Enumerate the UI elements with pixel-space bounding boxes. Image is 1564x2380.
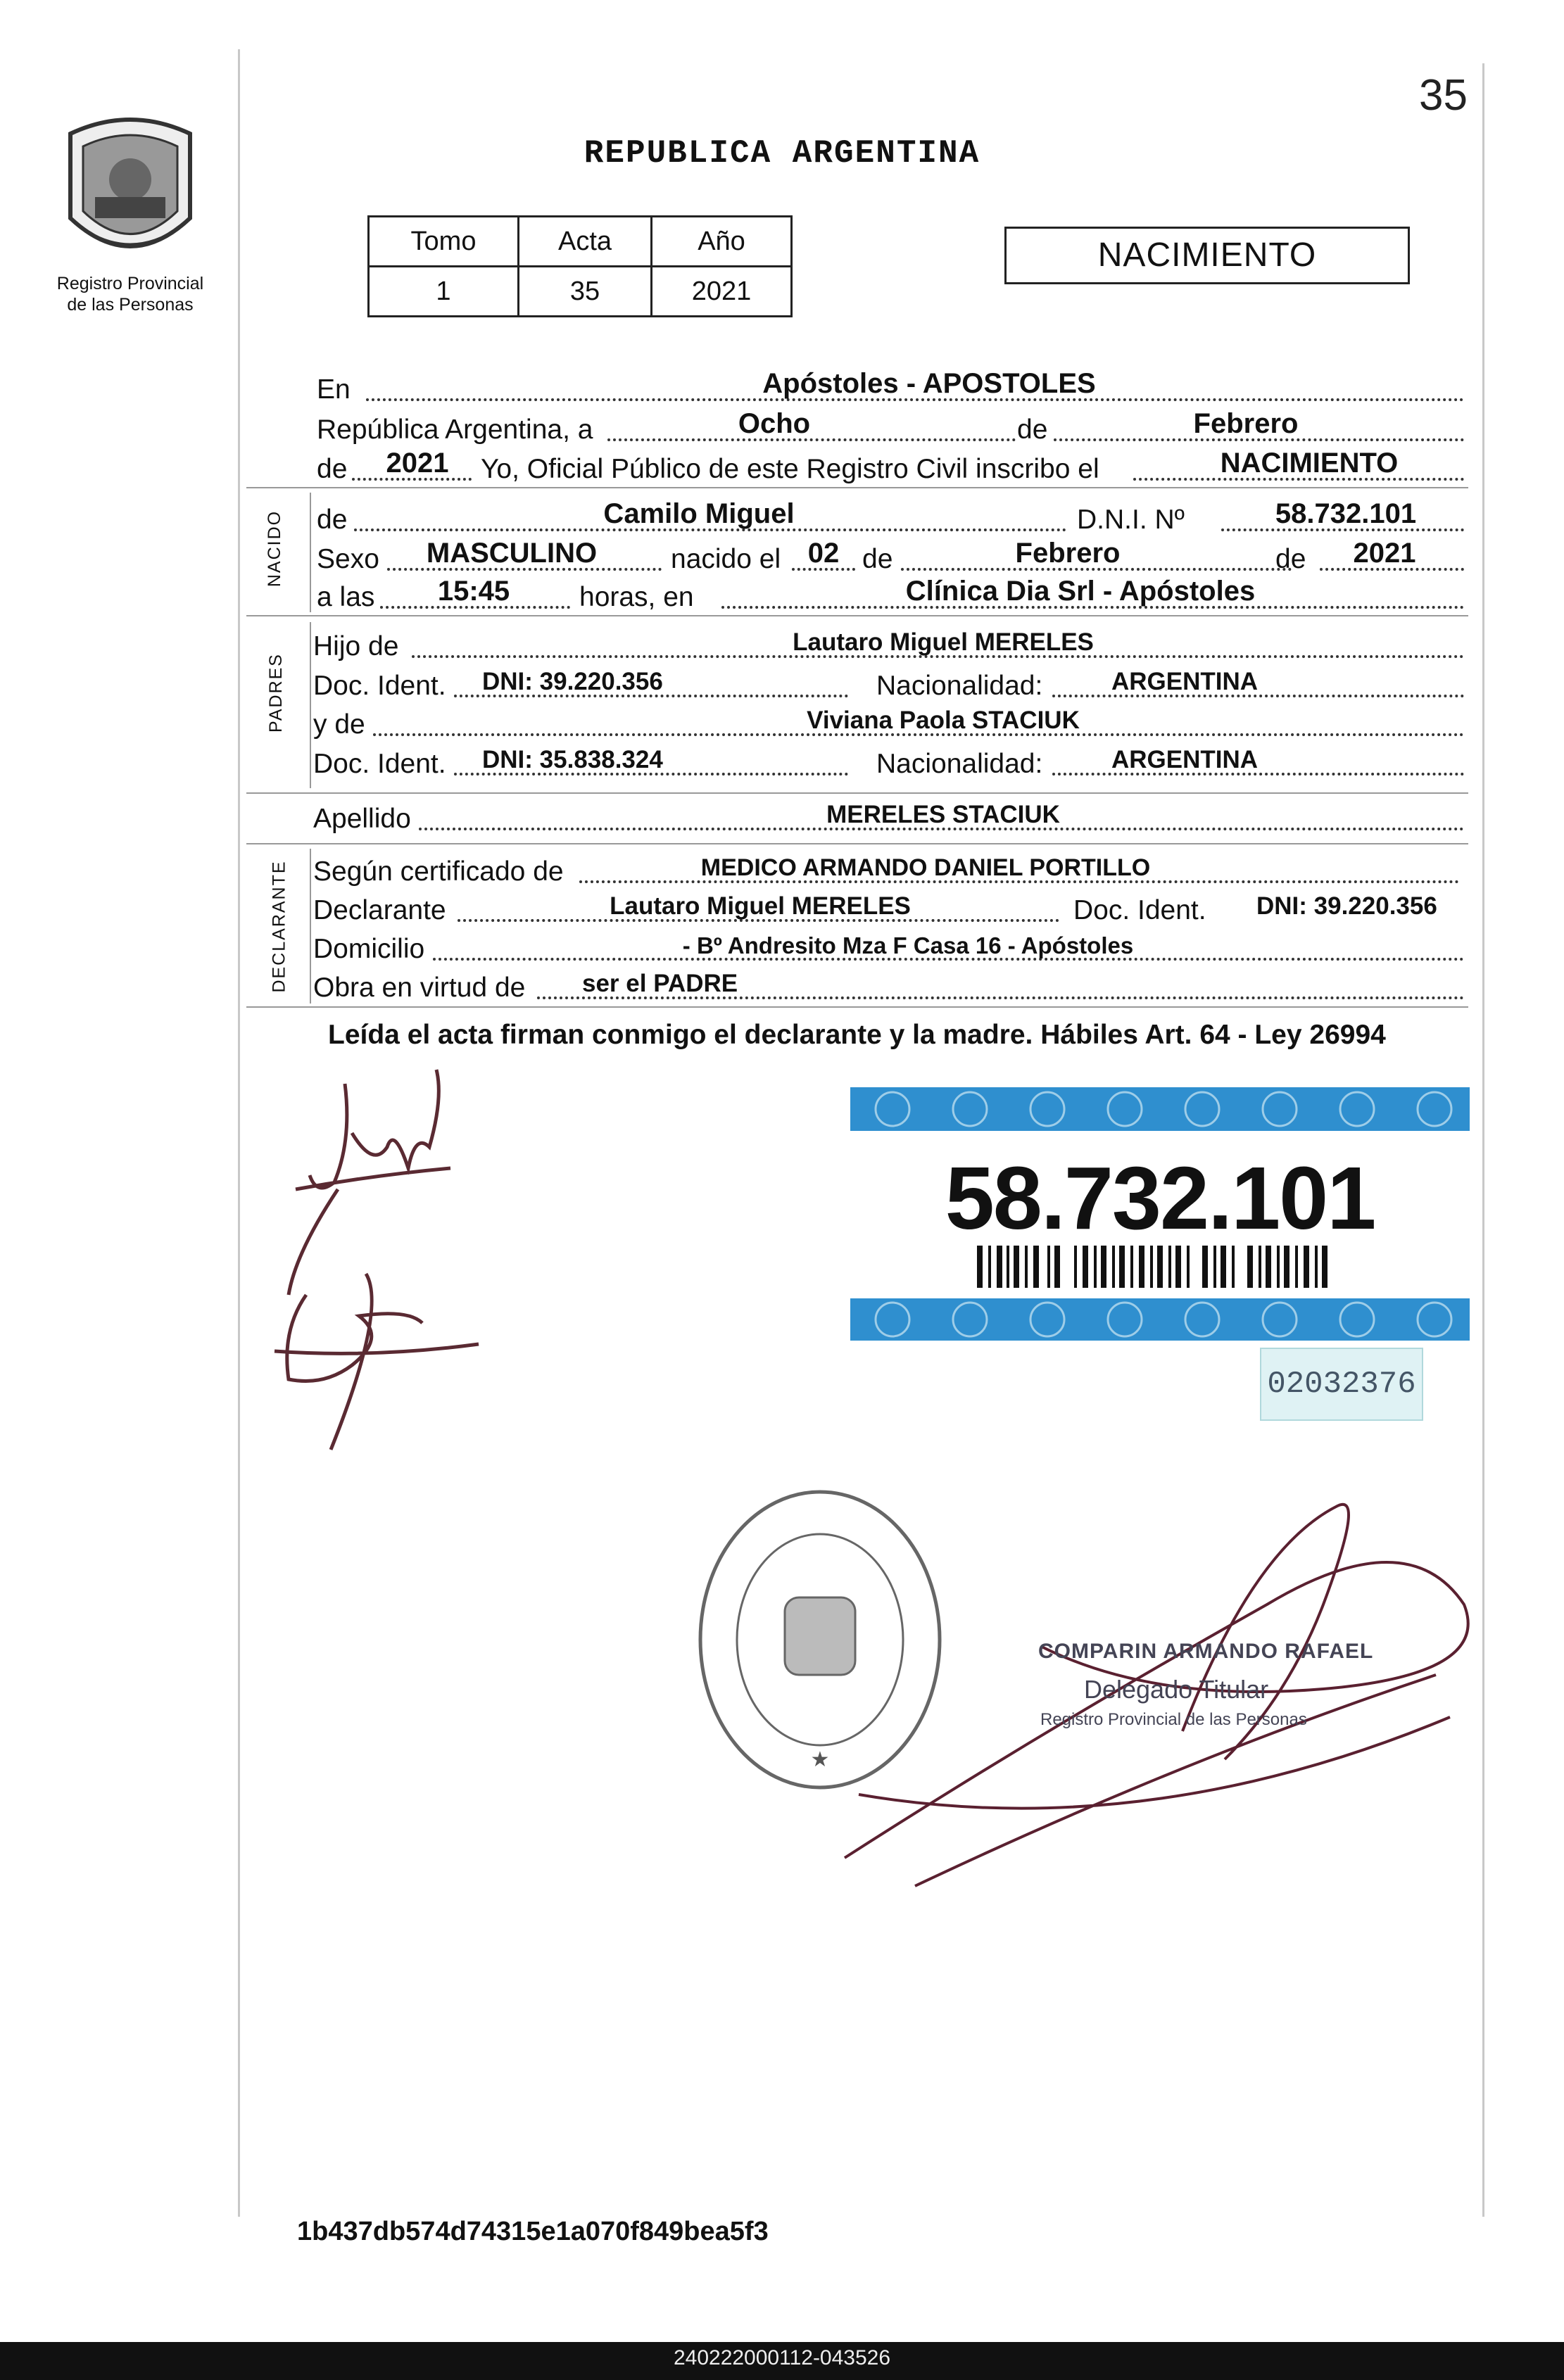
- value-year: 2021: [386, 448, 449, 479]
- value-surname: MERELES STACIUK: [826, 801, 1060, 828]
- side-label-padres: PADRES: [265, 653, 286, 733]
- label-en: En: [317, 374, 351, 405]
- row-name: de Camilo Miguel D.N.I. Nº 58.732.101: [313, 496, 1468, 538]
- official-role: Delegado Titular: [1084, 1675, 1269, 1704]
- document-hash: 1b437db574d74315e1a070f849bea5f3: [297, 2217, 769, 2246]
- row-date: República Argentina, a Ocho de Febrero: [313, 406, 1468, 448]
- value-mother-doc: DNI: 35.838.324: [482, 746, 663, 773]
- acta-header: Acta: [519, 217, 652, 267]
- row-sex-birth: Sexo MASCULINO nacido el 02 de Febrero de 2021: [313, 536, 1468, 578]
- act-type-box: NACIMIENTO: [1004, 227, 1410, 284]
- barcode-number: 58.732.101: [945, 1148, 1375, 1248]
- value-dni: 58.732.101: [1275, 498, 1417, 529]
- row-time-place: a las 15:45 horas, en Clínica Dia Srl - Apóstoles: [313, 574, 1468, 616]
- svg-text:★: ★: [810, 1748, 830, 1771]
- side-divider: [310, 849, 311, 1004]
- official-name: COMPARIN ARMANDO RAFAEL: [1038, 1640, 1374, 1663]
- signature-left: [267, 1056, 493, 1464]
- tomo-header: Tomo: [369, 217, 519, 267]
- row-mother: y de Viviana Paola STACIUK: [313, 701, 1468, 743]
- row-mother-doc: Doc. Ident. DNI: 35.838.324 Nacionalidad: ARGENTINA: [313, 740, 1468, 783]
- anio-value: 2021: [652, 267, 792, 317]
- row-surname: Apellido MERELES STACIUK: [313, 795, 1468, 837]
- side-divider: [310, 622, 311, 788]
- section-divider: [246, 792, 1468, 794]
- official-office: Registro Provincial de las Personas: [1040, 1710, 1307, 1729]
- footer-code: 240222000112-043526: [673, 2346, 891, 2369]
- value-birth-month: Febrero: [1015, 538, 1121, 569]
- section-divider: [246, 843, 1468, 844]
- left-margin-line: [238, 49, 240, 2217]
- province-logo: [56, 113, 204, 274]
- value-month: Febrero: [1193, 408, 1299, 439]
- value-time: 15:45: [437, 576, 510, 607]
- row-event: de 2021 Yo, Oficial Público de este Registro Civil inscribo el NACIMIENTO: [313, 445, 1468, 488]
- value-father-nationality: ARGENTINA: [1111, 668, 1259, 695]
- row-father-doc: Doc. Ident. DNI: 39.220.356 Nacionalidad: ARGENTINA: [313, 662, 1468, 704]
- document-title: REPUBLICA ARGENTINA: [584, 135, 980, 172]
- tomo-value: 1: [369, 267, 519, 317]
- label-republic: República Argentina, a: [317, 414, 593, 445]
- side-label-declarante: DECLARANTE: [269, 860, 289, 993]
- side-divider: [310, 493, 311, 612]
- closing-text: Leída el acta firman conmigo el declarante y la madre. Hábiles Art. 64 - Ley 26994: [328, 1020, 1386, 1050]
- value-father: Lautaro Miguel MERELES: [793, 628, 1094, 656]
- value-event: NACIMIENTO: [1220, 448, 1399, 479]
- act-reference-table: [367, 215, 793, 317]
- value-capacity: ser el PADRE: [582, 970, 738, 997]
- value-birth-place: Clínica Dia Srl - Apóstoles: [905, 576, 1256, 607]
- row-place: [313, 366, 1468, 408]
- section-divider: [246, 1006, 1468, 1008]
- value-father-doc: DNI: 39.220.356: [482, 668, 663, 695]
- row-declarant: Declarante Lautaro Miguel MERELES Doc. Ident. DNI: 39.220.356: [313, 892, 1437, 925]
- value-mother: Viviana Paola STACIUK: [807, 707, 1080, 734]
- value-day: Ocho: [738, 408, 811, 439]
- value-sex: MASCULINO: [426, 538, 598, 569]
- acta-value: 35: [519, 267, 652, 317]
- value-declarant-doc: DNI: 39.220.356: [1256, 892, 1437, 920]
- value-birth-year: 2021: [1353, 538, 1416, 569]
- control-number: 02032376: [1260, 1348, 1423, 1421]
- row-father: Hijo de Lautaro Miguel MERELES: [313, 623, 1468, 665]
- label-dni: D.N.I. Nº: [1077, 505, 1185, 535]
- anio-header: Año: [652, 217, 792, 267]
- value-domicile: - Bº Andresito Mza F Casa 16 - Apóstoles: [682, 932, 1134, 958]
- value-certificate: MEDICO ARMANDO DANIEL PORTILLO: [700, 854, 1151, 881]
- registry-caption: Registro Provincial de las Personas: [56, 274, 204, 315]
- value-child-name: Camilo Miguel: [603, 498, 795, 529]
- value-place: Apóstoles - APOSTOLES: [762, 368, 1096, 399]
- row-capacity: Obra en virtud de ser el PADRE: [313, 964, 1468, 1006]
- row-certificate: Según certificado de MEDICO ARMANDO DANIEL PORTILLO: [313, 848, 1468, 890]
- label-yo: Yo, Oficial Público de este Registro Civil inscribo el: [481, 454, 1099, 484]
- value-mother-nationality: ARGENTINA: [1111, 746, 1259, 773]
- value-birth-day: 02: [807, 538, 840, 569]
- side-label-nacido: NACIDO: [265, 509, 285, 588]
- value-declarant: Lautaro Miguel MERELES: [610, 892, 911, 920]
- row-domicile: Domicilio - Bº Andresito Mza F Casa 16 - Apóstoles: [313, 925, 1468, 968]
- page-number: 35: [1419, 71, 1468, 120]
